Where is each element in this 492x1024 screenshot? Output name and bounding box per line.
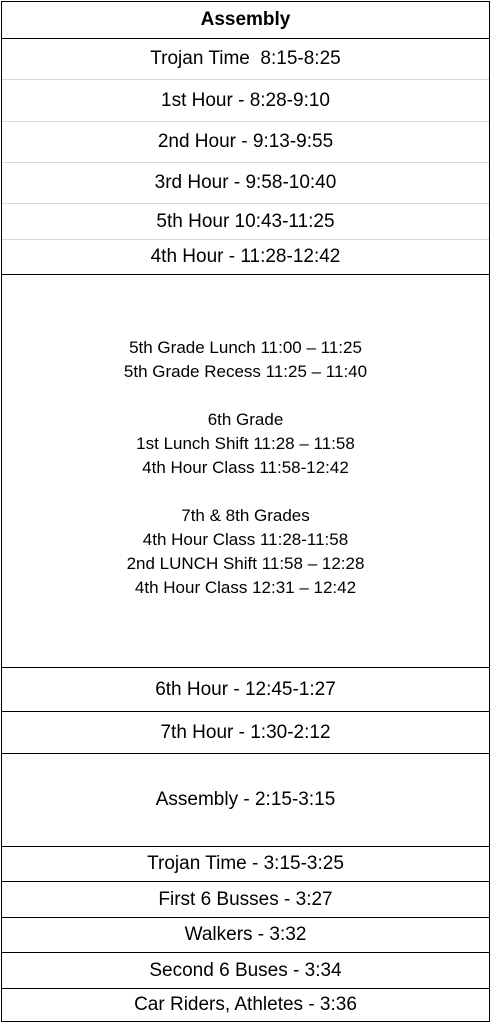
lunch-line: 5th Grade Recess 11:25 – 11:40 — [123, 362, 368, 381]
lunch-line: 5th Grade Lunch 11:00 – 11:25 — [129, 338, 362, 357]
period-2nd-hour: 2nd Hour - 9:13-9:55 — [2, 122, 489, 163]
lunch-line: 1st Lunch Shift 11:28 – 11:58 — [136, 434, 355, 453]
period-trojan-time: Trojan Time 8:15-8:25 — [2, 39, 489, 80]
dismissal-car-riders: Car Riders, Athletes - 3:36 — [134, 994, 357, 1015]
period-trojan-time-pm: Trojan Time - 3:15-3:25 — [2, 847, 489, 882]
dismissal-walkers: Walkers - 3:32 — [2, 918, 489, 953]
lunch-line: 4th Hour Class 11:28-11:58 — [142, 530, 349, 549]
lunch-line: 4th Hour Class 12:31 – 12:42 — [134, 578, 357, 597]
table-header: Assembly — [2, 2, 489, 39]
lunch-line: 6th Grade — [207, 410, 284, 429]
period-7th-hour: 7th Hour - 1:30-2:12 — [2, 712, 489, 754]
lunch-line: 4th Hour Class 11:58-12:42 — [142, 458, 349, 477]
period-5th-hour: 5th Hour 10:43-11:25 — [2, 204, 489, 240]
period-assembly: Assembly - 2:15-3:15 — [2, 754, 489, 847]
dismissal-first-busses: First 6 Busses - 3:27 — [2, 882, 489, 918]
period-1st-hour: 1st Hour - 8:28-9:10 — [2, 80, 489, 122]
period-4th-hour: 4th Hour - 11:28-12:42 — [2, 240, 489, 275]
lunch-line: 7th & 8th Grades — [181, 506, 310, 525]
period-6th-hour: 6th Hour - 12:45-1:27 — [2, 668, 489, 712]
dismissal-second-buses: Second 6 Buses - 3:34 — [2, 953, 489, 989]
lunch-schedule-block — [2, 275, 489, 668]
lunch-line: 2nd LUNCH Shift 11:58 – 12:28 — [126, 554, 365, 573]
schedule-table — [1, 1, 490, 1022]
period-3rd-hour: 3rd Hour - 9:58-10:40 — [2, 163, 489, 204]
